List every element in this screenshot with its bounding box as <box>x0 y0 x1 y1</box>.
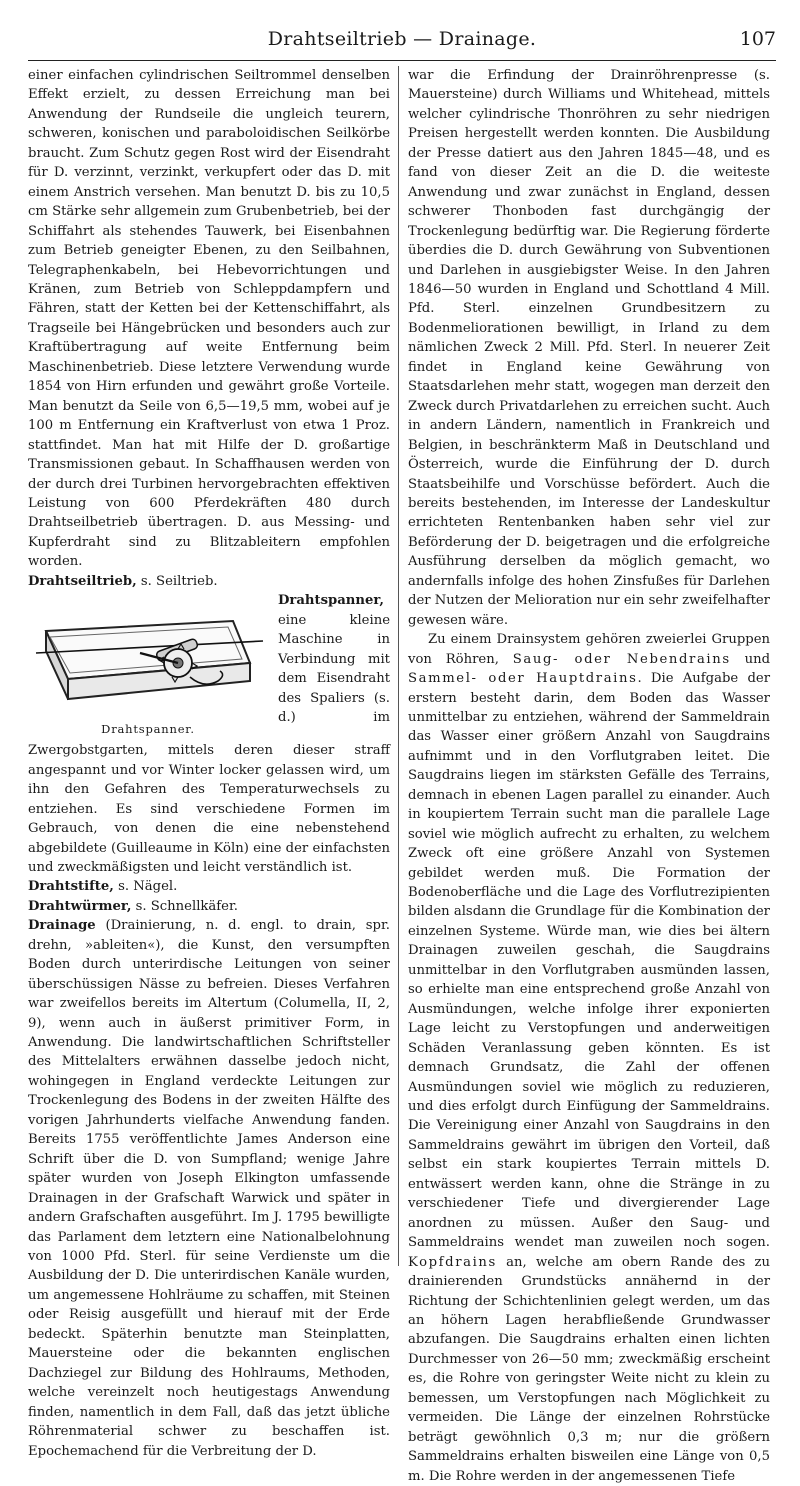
lemma-drahtspanner: Drahtspanner, <box>278 593 384 609</box>
entry-drainage <box>28 916 390 1461</box>
entry-text-drahtwuermer: s. Schnellkäfer. <box>131 898 238 914</box>
page-header <box>28 24 776 61</box>
entry-drahtspanner <box>28 591 390 877</box>
entry-text-drahtstifte: s. Nägel. <box>113 879 178 895</box>
term-saugdrains: Saug- oder Nebendrains <box>512 651 731 667</box>
column-divider <box>398 66 399 1266</box>
paragraph-drainage-history: war die Erfindung der Drainröhrenpresse (s. Mauersteine) durch Williams und Whitehead, mittels welcher cylindrische Thonröhren zu sehr niedrigen Preisen hergestellt werden konnten. Die Ausbildung der Presse datiert aus den Jahren 1845—48, und es fand von dieser Zeit an die D. die weiteste Anwendung und zwar zunächst in England, dessen schwerer Thonboden fast durchgängig der Trockenlegung bedürftig war. Die Regierung förderte überdies die D. durch Gewährung von Subventionen und Darlehen in ausgiebigster Weise. In den Jahren 1846—50 wurden in England und Schottland 4 Mill. Pfd. Sterl. einzelnen Grundbesitzern zu Bodenmeliorationen bewilligt, in Irland zu dem nämlichen Zweck 2 Mill. Pfd. Sterl. In neuerer Zeit findet in England keine Gewährung von Staatsdarlehen mehr statt, wogegen man derzeit den Zweck durch Privatdarlehen zu erreichen sucht. Auch in andern Ländern, namentlich in Frankreich und Belgien, in beschränkterm Maß in Deutschland und Österreich, wurde die Einführung der D. durch Staatsbeihilfe und Vorschüsse befördert. Auch die bereits bestehenden, im Interesse der Landeskultur errichteten Rentenbanken haben sehr viel zur Beförderung der D. beigetragen und die erfolgreiche Ausführung derselben da möglich gemacht, wo andernfalls infolge des hohen Zinsfußes für Darlehen der Nutzen der Melioration nur ein sehr zweifelhafter gewesen wäre. <box>408 68 770 628</box>
entry-drahtseiltrieb <box>28 572 390 591</box>
left-column <box>28 66 390 1459</box>
paragraph-drainsystem: Zu einem Drainsystem gehören zweierlei Gruppen von Röhren, Saug- oder Nebendrains und Sammel- oder Hauptdrains. Die Aufgabe der erstern besteht darin, dem Boden das Wasser unmittelbar zu entziehen, während der Sammeldrain das Wasser einer größern Anzahl von Saugdrains aufnimmt und in den Vorflutgraben leitet. Die Saugdrains liegen im stärksten Gefälle des Terrains, demnach in ebenen Lagen parallel zu einander. Auch in koupiertem Terrain sucht man die parallele Lage soviel wie möglich aufrecht zu erhalten, zu welchem Zweck oft eine größere Anzahl von Systemen gebildet werden muß. Die Formation der Bodenoberfläche und die Lage des Vorflutrezipienten bilden alsdann die Grundlage für die Kombination der einzelnen Systeme. Würde man, wie dies bei ältern Drainagen zuweilen geschah, die Saugdrains unmittelbar in den Vorflutgraben ausmünden lassen, so erhielte man eine entsprechend große Anzahl von Ausmündungen, welche infolge ihrer exponierten Lage leicht zu Verstopfungen und anderweitigen Schäden Veranlassung geben könnten. Es ist demnach Grundsatz, die Zahl der offenen Ausmündungen soviel wie möglich zu reduzieren, und dies erfolgt durch Einfügung der Sammeldrains. Die Vereinigung einer Anzahl von Saugdrains in den Sammeldrains gewährt im übrigen den Vorteil, daß selbst ein stark koupiertes Terrain mittels D. entwässert werden kann, ohne die Stränge in zu verschiedener Tiefe und divergierender Lage anordnen zu müssen. Außer den Saug- und Sammeldrains wendet man zuweilen noch sogen. Kopfdrains an, welche am obern Rande des zu drainierenden Grundstücks annähernd in der Richtung der Schichtenlinien gelegt werden, um das an höhern Lagen herabfließende Grundwasser abzufangen. Die Saugdrains erhalten einen lichten Durchmesser von 26—50 mm; zweckmäßig erscheint es, die Rohre von geringster Weite nicht zu klein zu bemessen, um Verstopfungen nach Möglichkeit zu vermeiden. Die Länge der einzelnen Rohrstücke beträgt gewöhnlich 0,3 m; nur die größern Sammeldrains erhalten bisweilen eine Länge von 0,5 m. Die Rohre werden in der angemessenen Tiefe <box>408 632 771 1484</box>
page-number: 107 <box>739 28 776 50</box>
entry-drahtwuermer <box>28 897 390 916</box>
entry-text-drainage: (Drainierung, n. d. engl. to drain, spr. drehn, »ableiten«), die Kunst, den versumpften Boden durch unterirdische Leitungen von seiner überschüssigen Nässe zu befreien. Dieses Verfahren war zweifellos bereits im Altertum (Columella, II, 2, 9), wenn auch in äußerst primitiver Form, in Anwendung. Die landwirtschaftlichen Schriftsteller des Mittelalters erwähnen dasselbe jedoch nicht, wohingegen in England verdeckte Leitungen zur Trockenlegung des Bodens in der zweiten Hälfte des vorigen Jahrhunderts vielfache Anwendung fanden. Bereits 1755 veröffentlichte James Anderson eine Schrift über die D. von Sumpfland; wenige Jahre später wurden von Joseph Elkington umfassende Drainagen in der Grafschaft Warwick und später in andern Grafschaften ausgeführt. Im J. 1795 bewilligte das Parlament dem letztern eine Nationalbelohnung von 1000 Pfd. Sterl. für seine Verdienste um die Ausbildung der D. Die unterirdischen Kanäle wurden, um angemessene Hohlräume zu schaffen, mit Steinen oder Reisig ausgefüllt und hierauf mit der Erde bedeckt. Späterhin benutzte man Steinplatten, Mauersteine oder die bekannten englischen Dachziegel zur Bildung des Hohlraums, Methoden, welche vereinzelt noch heutigestags Anwendung finden, namentlich in dem Fall, daß das jetzt übliche Röhrenmaterial schwer zu beschaffen ist. Epochemachend für die Verbreitung der D. <box>28 918 390 1459</box>
paragraph-drahtseil-continued: einer einfachen cylindrischen Seiltrommel denselben Effekt erzielt, zu dessen Erreichung man bei Anwendung der Rundseile die ungleich teurern, schweren, konischen und paraboloidischen Seilkörbe braucht. Zum Schutz gegen Rost wird der Eisendraht für D. verzinnt, verzinkt, verkupfert oder das D. mit einem Anstrich versehen. Man benutzt D. bis zu 10,5 cm Stärke sehr allgemein zum Grubenbetrieb, bei der Schiffahrt als stehendes Tauwerk, bei Eisenbahnen zum Betrieb geneigter Ebenen, zu den Seilbahnen, Telegraphenkabeln, bei Hebevorrichtungen und Kränen, zum Betrieb von Schleppdampfern und Fähren, statt der Ketten bei der Kettenschiffahrt, als Tragseile bei Hängebrücken und besonders auch zur Kraftübertragung auf weite Entfernung beim Maschinenbetrieb. Diese letztere Verwendung wurde 1854 von Hirn erfunden und gewährt große Vorteile. Man benutzt da Seile von 6,5—19,5 mm, wobei auf je 100 m Entfernung ein Kraftverlust von etwa 1 Proz. stattfindet. Man hat mit Hilfe der D. großartige Transmissionen gebaut. In Schaffhausen werden von der durch drei Turbinen hervorgebrachten effektiven Leistung von 600 Pferdekräften 480 durch Drahtseilbetrieb übertragen. D. aus Messing- und Kupferdraht sind zu Blitzableitern empfohlen worden. <box>28 68 390 570</box>
lemma-drahtstifte: Drahtstifte, <box>28 879 114 895</box>
entry-text-drahtspanner: eine kleine Maschine in Verbindung mit dem Eisendraht des Spaliers (s. d.) im Zwergobstgarten, mittels deren dieser straff angespannt und vor Winter locker gelassen wird, um ihn den Gefahren des Temperaturwechsels zu entziehen. Es sind verschiedene Formen im Gebrauch, von denen die eine nebenstehend abgebildete (Guilleaume in Köln) eine der einfachsten und zweckmäßigsten und leicht verständlich ist. <box>28 612 390 875</box>
lemma-drainage: Drainage <box>28 918 96 934</box>
term-sammeldrains: Sammel- oder Hauptdrains <box>408 671 638 687</box>
drahtspanner-figure <box>28 593 268 739</box>
figure-caption: Drahtspanner. <box>101 721 195 736</box>
running-title: Drahtseiltrieb — Drainage. <box>267 28 537 50</box>
lemma-drahtwuermer: Drahtwürmer, <box>28 898 132 914</box>
drahtspanner-illustration <box>28 593 268 721</box>
lemma-drahtseiltrieb: Drahtseiltrieb, <box>28 573 137 589</box>
entry-text-drahtseiltrieb: s. Seiltrieb. <box>136 573 218 589</box>
right-column <box>408 66 771 1484</box>
term-kopfdrains: Kopfdrains <box>408 1254 497 1270</box>
entry-drahtstifte <box>28 877 390 896</box>
